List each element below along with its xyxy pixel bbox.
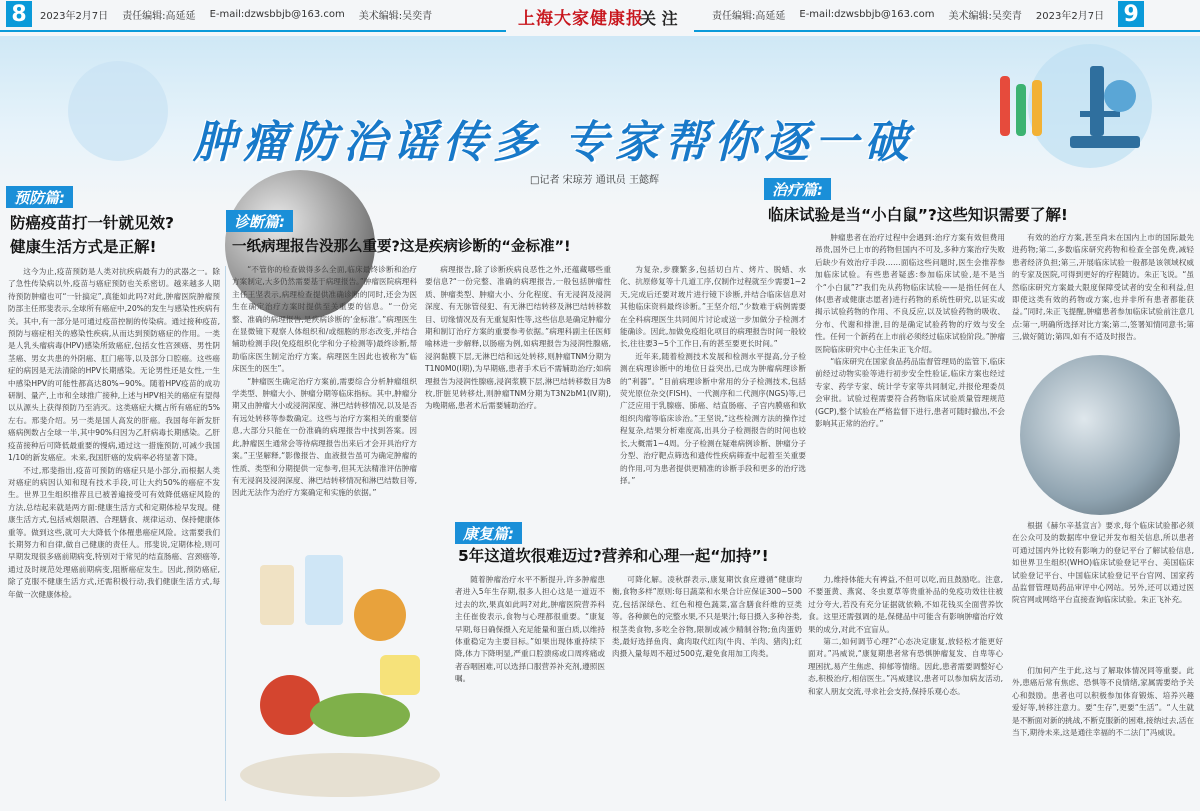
treatment-text-3 [1012, 520, 1194, 660]
header-rule-right [694, 30, 1200, 32]
diagnosis-para-2: “肿瘤医生确定治疗方案前,需要综合分析肿瘤组织学类型、肿瘤大小、肿瘤分期等临床指标。其中,肿瘤分期又由肿瘤大小或浸润深度、淋巴结转移情况,以及是否有远处转移等参数确定。这些与治疗方案相关的重要信息,大部分只能在一份准确的病理报告中找到答案。因此,肿瘤医生通常会等待病理报告出来后才会开具治疗方案。”王坚解释,“影像报告、血液报告虽可为确定肿瘤的性质、类型和分期提供一定参考,但其无法精准评估肿瘤有无浸润及浸润深度、淋巴结转移情况和淋巴结数目等,因此无法作为治疗方案确定和实施的依据。” [232, 376, 417, 498]
rehab-para-3: 力,维持体能大有裨益,不但可以吃,而且鼓励吃。注意,不要蛋黄、燕窝、冬虫夏草等贵重补品的免疫功效往往被过分夸大,若没有充分证据就依赖,不如花钱买全面营养饮食。这里还需强调的是,保健品中可能含有影响肿瘤治疗效果的成分,对此不宜盲从。 [808, 575, 1003, 634]
main-title: 肿瘤防治谣传多 专家帮你逐一破 [193, 117, 915, 168]
tag-treatment: 治疗篇: [764, 178, 831, 200]
header-right [712, 0, 1144, 28]
page-number-right: 9 [1118, 1, 1144, 27]
date-right: 2023年2月7日 [1035, 10, 1105, 22]
header-rule-left [0, 30, 506, 32]
rehab-text-3 [808, 574, 1003, 804]
treatment-para-4: 根据《赫尔辛基宣言》要求,每个临床试验都必须在公众可及的数据库中登记并发布相关信息,所以患者可通过国内外比较有影响力的登记平台了解试验信息,如世界卫生组织(WHO)临床试验登记平台、美国临床试验登记平台、中国临床试验登记平台官网、国家药品监督管理局药品审评中心网站。另外,还可以通过医院官网或网络平台直接查询临床试验。朱正飞补充。 [1012, 521, 1194, 605]
heading-prevention-1: 防癌疫苗打一针就见效? [10, 214, 174, 232]
treatment-text-2 [1012, 232, 1194, 352]
healthy-food-illustration [230, 525, 445, 805]
heading-rehab: 5年这道坎很难迈过?营养和心理一起“加持”! [458, 547, 769, 565]
test-tubes-icon [1000, 76, 1042, 136]
treatment-para-3: 有效的治疗方案,甚至尚未在国内上市的国际最先进药物;第二,多数临床研究药物和检查全部免费,减轻患者经济负担;第三,开展临床试验一般都是该领域权威的专家及医院,可得到更好的疗程随访。朱正飞说。“虽然临床研究方案最大限度保障受试者的安全和利益,但即使这类有效的药物或方案,也并非所有患者都能获益。”同时,朱正飞提醒,肿瘤患者参加临床试验前注意几点:第一,明确所选择对比方案;第二,签署知情同意书;第三,做好随访;第四,如有不适及时报告。 [1012, 233, 1194, 342]
rehab-para-1: 随着肿瘤治疗水平不断提升,许多肿瘤患者进入5年生存期,很多人担心这是一道迈不过去的坎,果真如此吗?对此,肿瘤医院营养科主任崔俊表示,食物与心理都很重要。“康复早期,每日确保摄入充足能量和蛋白质,以维持体重稳定为主要目标。”如果出现体重持续下降,体力下降明显,严重口腔溃疡或口周疼痛或者吞咽困难,可以选择口服营养补充剂,遵照医嘱。 [455, 575, 605, 684]
diagnosis-para-3: 病理报告,除了诊断疾病良恶性之外,还蕴藏哪些重要信息?“一份完整、准确的病理报告,一般包括肿瘤性质、肿瘤类型、肿瘤大小、分化程度、有无浸润及浸润深度、有无脉管侵犯、有无淋巴结转移及淋巴结转移数目、切缘情况及有无重复阳性等,这些信息是确定肿瘤分期和制订治疗方案的重要参考依据。”病理科副主任医师喻林进一步解释,以肠癌为例,如病理报告为浸润性腺癌,浸润黏膜下层,无淋巴结和远处转移,则肿瘤TNM分期为T1N0M0(I期),为早期癌,患者手术后不需辅助治疗;如病理报告为浸润性腺癌,浸润浆膜下层,淋巴结转移数目为8枚,肝脏见转移灶,则肿瘤TNM分期为T3N2bM1(IV期),为晚期癌,患者术后需要辅助治疗。 [425, 265, 611, 411]
rehab-text-1 [455, 574, 605, 804]
email-right: E-mail:dzwsbbjb@163.com [799, 8, 935, 20]
prevention-text [8, 266, 220, 801]
section-label: 关 注 [640, 9, 678, 28]
diagnosis-text-2 [425, 264, 611, 519]
email-left: E-mail:dzwsbbjb@163.com [209, 8, 345, 20]
rehab-text-4 [1012, 665, 1194, 805]
art-editor-left: 美术编辑:吴奕青 [358, 10, 433, 22]
title-banner [0, 36, 1200, 208]
editor-right: 责任编辑:高延延 [712, 10, 786, 22]
tag-rehab: 康复篇: [455, 522, 522, 544]
rehab-text-2 [612, 574, 802, 804]
divider [225, 266, 226, 801]
prevention-para-2: 不过,邢斐指出,疫苗可预防的癌症只是小部分,而根据人类对癌症的病因认知和现有技术手段,可让大约50%的癌症不发生。世界卫生组织推荐且已被普遍接受可有效降低癌症风险的方法,总结起来就是两方面:健康生活方式和定期体检早发现。健康生活方式,包括戒烟限酒、合理膳食、规律运动、保持健康体重等。做到这些,就可大大降低个体罹患癌症风险。这需要我们长期努力和自律,做自己健康的责任人。邢斐说,定期体检,则可早期发现很多癌前期病变,特别对于常见的结直肠癌、宫颈癌等,通过及时规范处理癌前期病变,阻断癌症发生。因此,预防癌症,除了克服不健康生活方式,还需积极行动,我们健康生活方式,每年做一次健康体检。 [8, 465, 220, 599]
heading-diagnosis: 一纸病理报告没那么重要?这是疾病诊断的“金标准”! [232, 239, 571, 255]
diagnosis-para-5: 近年来,随着检测技术发展和检测水平提高,分子检测在病理诊断中的地位日益突出,已成为肿瘤病理诊断的“利器”。“目前病理诊断中常用的分子检测技术,包括荧光原位杂交(FISH)、一代测序和二代测序(NGS)等,已广泛应用于乳腺癌、肺癌、结直肠癌、子宫内膜癌和软组织肉瘤等临床诊治。”王坚说,“这些检测方法的操作过程复杂,结果分析难度高,出具分子检测报告的时间也较长,大概需1~4周。分子检测在疑难病例诊断、肿瘤分子分型、治疗靶点筛选和遗传性疾病筛查中起着至关重要的作用,可为患者提供更精准的诊断手段和更多的治疗选择。” [620, 351, 806, 485]
page-number-left: 8 [6, 1, 32, 27]
byline: □记者 宋琼芳 通讯员 王懿辉 [530, 175, 659, 186]
tag-diagnosis: 诊断篇: [226, 210, 293, 232]
rehab-para-4: 第二,如何调节心理?“心态决定康复,放轻松才能更好面对。”冯威说,“康复期患者常有恐惧肿瘤复发、自卑等心理困扰,易产生焦虑、抑郁等情绪。因此,患者需要调整好心态,积极治疗,相信医生。”冯威建议,患者可以参加病友活动,和家人朋友交流,寻求社会支持,保持乐观心态。 [808, 637, 1003, 696]
lab-photo-circle [1020, 355, 1180, 515]
diagnosis-text-3 [620, 264, 806, 519]
art-editor-right: 美术编辑:吴奕青 [948, 10, 1022, 22]
header-left [6, 0, 446, 28]
diagnosis-text-1 [232, 264, 417, 519]
heading-treatment: 临床试验是当“小白鼠”?这些知识需要了解! [768, 206, 1068, 224]
prevention-para-1: 这今为止,疫苗预防是人类对抗疾病最有力的武器之一。除了急性传染病以外,疫苗与癌症预防也关系密切。越来越多人期待预防肿瘤也可“一针搞定”,真能如此吗?对此,肿瘤医院肿瘤预防部主任邢斐表示,全球所有癌症中,20%的发生与感染性疾病有关。其中,有一部分是可通过疫苗控制的传染病。通过接种疫苗,预防与癌症相关的感染性疾病,从而达到预防癌症的作用。一类是人乳头瘤病毒(HPV)感染所致癌症,包括女性宫颈癌、男性阴茎癌、男女共患的外阴癌、肛门癌等,以及部分口腔癌。这些癌症的病因是无法清除的HPV长期感染。无论男性还是女性,一生中感染HPV的可能性都高达80%~90%。随着HPV疫苗的成功研制、量产,上市和全球推广接种,上述与HPV相关的癌症有望得以从源头上获得预防乃至消灭。这类癌症大概占所有癌症的5%左右。邢斐介绍。另一类是国人高发的肝癌。我国每年新发肝癌病例数占全球一半,其中90%归因为乙肝病毒长期感染。乙肝疫苗接种后可降低最重要的慢病,通过这一措施预防,可减少我国1/10的新发癌症。未来,我国肝癌的发病率必将显著下降。 [8, 267, 220, 463]
treatment-para-2: “临床研究在国家食品药品监督管理局的监管下,临床前经过动物实验等进行初步安全性验证,临床方案也经过专家、药学专家、统计学专家等共同制定,并报伦理委员会审批。试验过程需要符合药物临床试验质量管理规范(GCP),整个试验在严格监督下进行,患者可随时撤出,不会影响其正常的治疗。” [815, 357, 1005, 429]
treatment-para-1: 肿瘤患者在治疗过程中会遇到:治疗方案有效但费用昂贵,国外已上市的药物但国内不可及,多种方案治疗失败后缺少有效治疗手段……面临这些问题时,医生会推荐参加临床试验。有些患者疑惑:参加临床试验,是不是当个“小白鼠”?“我们先从药物临床试验——是指任何在人体(患者或健康志愿者)进行药物的系统性研究,以证实或揭示试验药物的作用、不良反应,以及试验药物的吸收、分布、代谢和排泄,目的是确定试验药物的疗效与安全性。任何一个新药在上市前必须经过临床试验阶段。”肿瘤医院临床研究中心主任朱正飞介绍。 [815, 233, 1005, 354]
diagnosis-para-4: 为复杂,步骤繁多,包括切白片、烤片、脱蜡、水化、抗原修复等十几道工序,仅制作过程就至少需要1~2天,完成后还要对玻片进行镜下诊断,并结合临床信息对其他临床资料最终诊断。”王坚介绍,“少数难于病例需要在全科病理医生共同阅片讨论或送一步加做分子检测才能确诊。因此,加做免疫组化项目的病理报告时间一般较长,往往要3~5个工作日,有的甚至要更长时间。” [620, 265, 806, 349]
editor-left: 责任编辑:高延延 [122, 10, 196, 22]
heading-prevention-2: 健康生活方式是正解! [10, 238, 157, 256]
tag-prevention: 预防篇: [6, 186, 73, 208]
date-left: 2023年2月7日 [40, 10, 109, 22]
rehab-para-2: 可降化解。凌秋群表示,康复期饮食应遵循“健康均衡,食物多样”原则:每日蔬菜和水果合计应保证300~500克,包括深绿色、红色和橙色蔬菜,富含膳食纤维的豆类等。各种颜色的完整水果,不只是果汁;每日摄入多种谷类,根茎类食物,多吃全谷物,限制或减少精制谷物;鱼肉蛋奶类,最好选择鱼肉、禽肉取代红肉(牛肉、羊肉、猪肉);红肉摄入量每周不超过500克,避免食用加工肉类。 [612, 575, 802, 659]
rehab-para-5: 们加何产生于此,这与了解取体情况同等重要。此外,患癌后常有焦虑、恐惧等不良情绪,家属需要给予关心和鼓励。患者也可以积极参加体育锻炼、培养兴趣爱好等,转移注意力。要“生存”,更要“生活”。“人生就是不断面对新的挑战,不断克服新的困难,接纳过去,活在当下,期待未来,这是通往幸福的不二法门”冯威说。 [1012, 666, 1194, 738]
masthead: 上海大家健康报 [518, 9, 644, 29]
diagnosis-para-1: “不管你的检查做得多么全面,临床最终诊断和治疗方案制定,大多仍然需要基于病理报告。”肿瘤医院病理科主任王坚表示,病理检查提供准确诊断的同时,还会为医生在确定治疗方案时提供至关重要的信息。“一份完整、准确的病理报告,是疾病诊断的‘金标准’。”病理医生在显微镜下观察人体组织和/或细胞的形态改变,并结合辅助检测手段(免疫组织化学和分子检测等)最终诊断,帮助临床医生制定治疗方案。病理医生因此也被称为“临床医生的医生”。 [232, 265, 417, 374]
